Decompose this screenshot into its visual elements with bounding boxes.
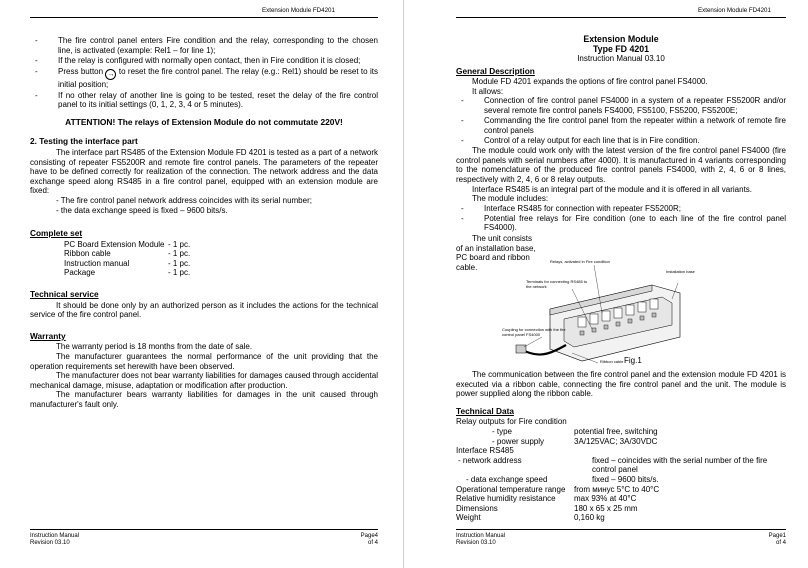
technical-service-text: It should be done only by an authorized person as it includes the actions for the technical service of the fire control panel. (30, 300, 378, 320)
page-1 (404, 0, 808, 568)
list-item: - If no other relay of another line is going to be tested, reset the delay of the fire control panel to its initial settings (0, 1, 2, 3, 4 or 5 minutes). (35, 90, 378, 110)
footer-left: Instruction Manual Revision 03.10 (456, 533, 506, 546)
list-item: Ribbon cable - 1 pc. (64, 249, 191, 259)
testing-line: - The fire control panel network address coincides with its serial number; (56, 195, 312, 205)
header-rule (30, 17, 378, 18)
complete-set-heading: Complete set (30, 228, 83, 239)
spec-row: - type potential free, switching (492, 426, 658, 436)
testing-paragraph: The interface part RS485 of the Extension Module FD 4201 is tested as a part of a network consisting of repeater FS5200R and remote fire control panels. The parameters of the repeater have to be defined correctly for realization of the connection. The network address and the data exchange speed along RS485 in a fire control panel, equipped with an extension module are fixed: (30, 147, 378, 196)
list-item: - Press button → to reset the fire control panel. The relay (e.g.: Rel1) should be reset to its initial position; (35, 67, 378, 90)
document-type: Type FD 4201 (592, 44, 650, 54)
running-header: Extension Module FD4201 (262, 7, 335, 14)
page-4-content (30, 36, 378, 410)
coupling-shape (516, 345, 526, 353)
list-item: PC Board Extension Module - 1 pc. (64, 239, 191, 249)
list-item: - Potential free relays for Fire condition (one to each line of the fire control panel FS4000). (461, 213, 786, 233)
spec-group: Interface RS485 (456, 446, 514, 456)
spec-row: Dimensions 180 x 65 x 25 mm (456, 503, 638, 513)
list-item: - Connection of fire control panel FS4000 in a system of a repeater FS5200R and/or several remote fire control panels FS4000, FS5100, FS5200, FS5200E; (461, 96, 786, 115)
list-item: Package - 1 pc. (64, 268, 191, 278)
footer-left: Instruction Manual Revision 03.10 (30, 533, 80, 546)
technical-service-heading: Technical service (30, 289, 99, 300)
terminals-label: Terminals for connecting RS485 to the network (526, 279, 588, 289)
spec-row: Weight 0,160 kg (456, 513, 605, 523)
testing-line: - the data exchange speed is fixed – 9600 bits/s. (56, 205, 228, 215)
list-item: Instruction manual - 1 pc. (64, 258, 191, 268)
list-item: - Commanding the fire control panel from the repeater within a network of remote fire control panels (461, 116, 786, 135)
paragraph: The module includes: (472, 194, 549, 204)
page-number: Page1 of 4 (768, 533, 786, 546)
attention-note: ATTENTION! The relays of Extension Module do not commutate 220V! (65, 116, 343, 127)
module-figure (502, 257, 698, 369)
reset-button-icon: → (107, 71, 115, 79)
running-header: Extension Module FD4201 (698, 7, 771, 14)
footer-rule (456, 529, 786, 530)
figure-caption: Fig.1 (624, 356, 642, 365)
spec-row: - network address fixed – coincides with the serial number of the fire control panel (458, 455, 768, 475)
page-1-content (456, 34, 786, 272)
paragraph: Module FD 4201 expands the options of fire control panel FS4000. (472, 77, 708, 87)
document-subtitle: Instruction Manual 03.10 (577, 54, 665, 63)
document-title: Extension Module (583, 34, 659, 44)
list-item: - If the relay is configured with normally open contact, then in Fire condition it is closed; (35, 55, 361, 65)
warranty-paragraph: The manufacturer bears warranty liabilities for damages in the unit caused through manufacturer's fault only. (30, 390, 378, 409)
page-number: Page4 of 4 (360, 533, 378, 546)
footer-rule (30, 529, 378, 530)
unit-description: The unit consists of an installation base, PC board and ribbon cable. (456, 234, 536, 272)
general-description-heading: General Description (456, 65, 535, 76)
page-1-lower (456, 370, 786, 523)
coupling-label: Coupling for connection with the fire control panel FS4000 (502, 327, 566, 337)
paragraph: The module could work only with the latest version of the fire control panel FS4000 (fire control panels with serial numbers after 4000). It is manufactured in 4 variants corresponding to the nomenclature of the produced fire control panels FS4000, with 2, 4, 6 or 8 lines, respectively with 2, 4, 6 or 8 relay outputs. (456, 146, 786, 184)
ribbon-cable-label: Ribbon cable (600, 359, 624, 364)
installation-base-label: Installation base (666, 269, 695, 274)
paragraph: It allows: (472, 86, 504, 96)
list-item: - Control of a relay output for each line that is in Fire condition. (461, 135, 700, 145)
header-rule (456, 17, 786, 18)
testing-heading: 2. Testing the interface part (30, 136, 138, 147)
spec-group: Relay outputs for Fire condition (456, 417, 567, 427)
spec-row: - data exchange speed fixed – 9600 bits/s. (466, 474, 659, 484)
spec-row: - power supply 3A/125VAC; 3A/30VDC (492, 436, 658, 446)
spec-row: Operational temperature range from минус 5°C to 40°C (456, 484, 660, 494)
warranty-paragraph: The warranty period is 18 months from the date of sale. (56, 342, 253, 352)
list-item: - The fire control panel enters Fire condition and the relay, corresponding to the chosen line, is activated (example: Rel1 – for line 1); (35, 36, 378, 55)
spec-row: Relative humidity resistance max 93% at 40°C (456, 494, 637, 504)
paragraph: Interface RS485 is an integral part of the module and it is offered in all variants. (472, 184, 753, 194)
list-item: - Interface RS485 for connection with repeater FS5200R; (461, 203, 681, 213)
communication-paragraph: The communication between the fire control panel and the extension module FD 4201 is executed via a ribbon cable, connecting the fire control panel and the unit. The module is power supplied along the ribbon cable. (456, 370, 786, 399)
warranty-paragraph: The manufacturer guarantees the normal performance of the unit providing that the operation requirements set herewith have been observed. (30, 352, 378, 371)
warranty-paragraph: The manufacturer does not bear warranty liabilities for damages caused through accidental mechanical damage, misuse, adaptation or modification after production. (30, 371, 378, 390)
relays-label: Relays, activated in Fire condition (550, 259, 610, 264)
technical-data-heading: Technical Data (456, 405, 514, 416)
warranty-heading: Warranty (30, 330, 66, 341)
